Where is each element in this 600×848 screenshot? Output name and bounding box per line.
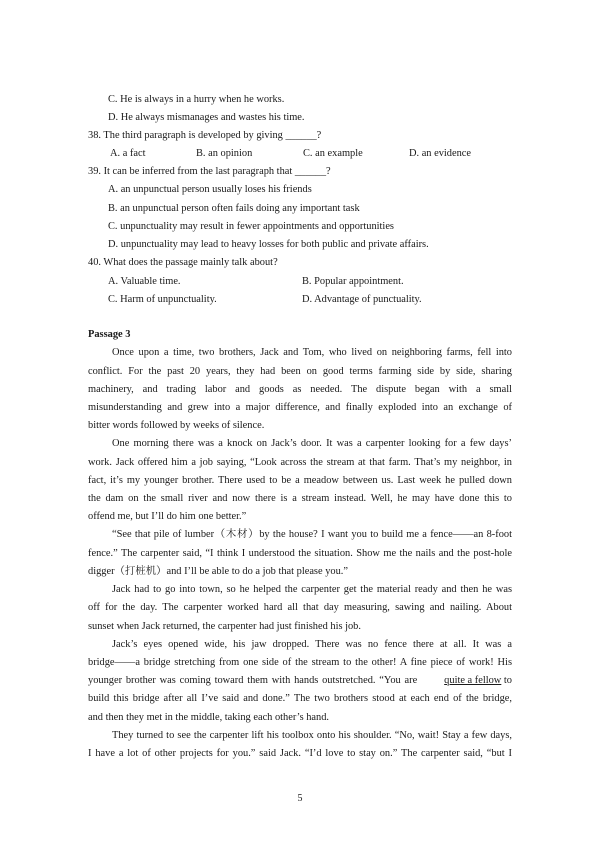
q38-option-c: C. an example <box>303 148 363 159</box>
passage-line: misunderstanding and grew into a major difference, and finally exploded into an exchange of <box>88 402 512 413</box>
passage-line: Jack had to go into town, so he helped the carpenter get the material ready and then he was <box>112 584 512 595</box>
q40-stem: 40. What does the passage mainly talk about? <box>88 257 278 268</box>
passage-line: They turned to see the carpenter lift his toolbox onto his shoulder. “No, wait! Stay a few days, <box>112 730 512 741</box>
passage-line: bridge——a bridge stretching from one side of the stream to the other! A fine piece of work! His <box>88 657 512 668</box>
passage-text: to <box>501 675 512 686</box>
passage-line: build this bridge after all I’ve said and done.” The two brothers stood at each end of the bridge, <box>88 693 512 704</box>
q40-option-b: B. Popular appointment. <box>302 276 404 287</box>
passage-line: bitter words followed by weeks of silence. <box>88 420 265 431</box>
passage-line-with-underline <box>88 674 512 687</box>
q37-option-c: C. He is always in a hurry when he works. <box>108 94 285 105</box>
passage-line: Jack’s eyes opened wide, his jaw dropped. There was no fence there at all. It was a <box>112 639 512 650</box>
passage-line: machinery, and trading labor and goods as needed. The dispute began with a small <box>88 384 512 395</box>
passage-line: offend me, but I’ll do him one better.” <box>88 511 247 522</box>
passage-line: work. Jack offered him a job saying, “Look across the stream at that farm. That’s my neighbor, in <box>88 457 512 468</box>
passage-text: younger brother was coming toward them with hands outstretched. “You are <box>88 675 422 686</box>
passage-line: fence.” The carpenter said, “I think I understood the situation. Show me the nails and the post-hole <box>88 548 512 559</box>
q38-option-b: B. an opinion <box>196 148 253 159</box>
q39-option-d: D. unpunctuality may lead to heavy losses for both public and private affairs. <box>108 239 429 250</box>
passage-line: off for the day. The carpenter worked hard all that day measuring, sawing and nailing. About <box>88 602 512 613</box>
passage-line: Once upon a time, two brothers, Jack and Tom, who lived on neighboring farms, fell into <box>112 347 512 358</box>
passage-line: conflict. For the past 20 years, they had been on good terms farming side by side, sharing <box>88 366 512 377</box>
q38-option-d: D. an evidence <box>409 148 472 159</box>
q40-option-c: C. Harm of unpunctuality. <box>108 294 217 305</box>
q37-option-d: D. He always mismanages and wastes his time. <box>108 112 305 123</box>
passage-line: I have a lot of other projects for you.” said Jack. “I’d love to stay on.” The carpenter said, “but I <box>88 748 512 759</box>
q39-option-b: B. an unpunctual person often fails doing any important task <box>108 203 360 214</box>
q39-stem: 39. It can be inferred from the last paragraph that ______? <box>88 166 331 177</box>
passage-line: the dam on the small river and now there is a stream instead. Well, he may have done this to <box>88 493 512 504</box>
passage-line: digger（打桩机）and I’ll be able to do a job that please you.” <box>88 566 348 577</box>
underlined-phrase: quite a fellow <box>444 675 502 686</box>
passage-line: and then they met in the middle, taking each other’s hand. <box>88 712 330 723</box>
passage-line: fact, it’s my younger brother. There used to be a meadow between us. Last week he pulled down <box>88 475 512 486</box>
passage-line: One morning there was a knock on Jack’s door. It was a carpenter looking for a few days’ <box>112 438 512 449</box>
q40-option-a: A. Valuable time. <box>108 276 181 287</box>
q39-option-c: C. unpunctuality may result in fewer appointments and opportunities <box>108 221 394 232</box>
passage-line: sunset when Jack returned, the carpenter had just finished his job. <box>88 621 361 632</box>
q40-option-d: D. Advantage of punctuality. <box>302 294 422 305</box>
q39-option-a: A. an unpunctual person usually loses his friends <box>108 184 312 195</box>
passage-title: Passage 3 <box>88 329 131 340</box>
passage-line: “See that pile of lumber（木材）by the house? I want you to build me a fence——an 8-foot <box>112 529 512 540</box>
q38-option-a: A. a fact <box>110 148 146 159</box>
q38-stem: 38. The third paragraph is developed by giving ______? <box>88 130 322 141</box>
page-number: 5 <box>297 793 303 804</box>
